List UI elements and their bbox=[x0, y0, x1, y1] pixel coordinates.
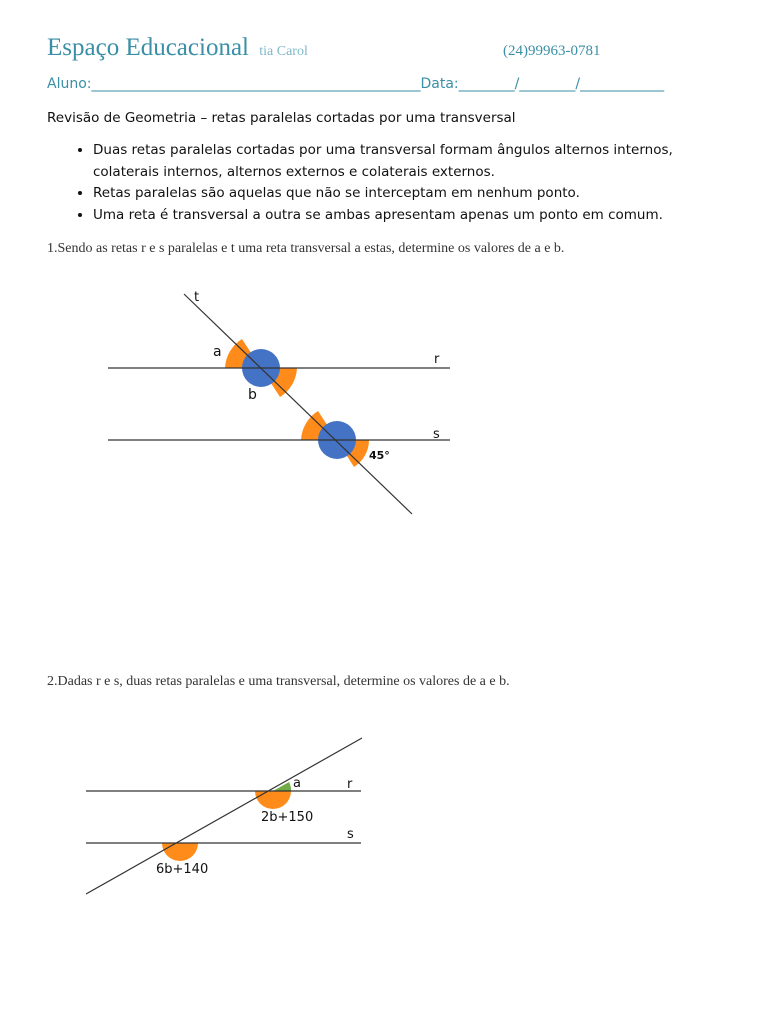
figure-2 bbox=[86, 738, 362, 894]
line-t bbox=[184, 294, 412, 514]
title-subtitle: tia Carol bbox=[259, 44, 308, 59]
label-b: b bbox=[248, 387, 257, 403]
label-s: s bbox=[347, 827, 354, 842]
figure-1 bbox=[108, 290, 450, 514]
label-a: a bbox=[293, 776, 301, 791]
student-date-line: Aluno:_______________________________________________Data:________/________/____________ bbox=[47, 76, 665, 92]
label-r: r bbox=[434, 352, 440, 367]
label-r: r bbox=[347, 777, 353, 792]
bullet-item: • Retas paralelas são aquelas que não se interceptam em nenhum ponto. bbox=[93, 183, 733, 205]
phone-number: (24)99963-0781 bbox=[503, 43, 601, 59]
label-6b140: 6b+140 bbox=[156, 862, 209, 877]
label-2b150: 2b+150 bbox=[261, 810, 314, 825]
transversal-line bbox=[86, 738, 362, 894]
question-2: 2.Dadas r e s, duas retas paralelas e uma transversal, determine os valores de a e b. bbox=[47, 674, 510, 689]
section-subtitle: Revisão de Geometria – retas paralelas cortadas por uma transversal bbox=[47, 110, 516, 126]
label-t: t bbox=[194, 290, 200, 305]
bullet-item: • Uma reta é transversal a outra se ambas apresentam apenas um ponto em comum. bbox=[93, 205, 733, 227]
label-a: a bbox=[213, 344, 222, 360]
label-45: 45° bbox=[369, 449, 390, 462]
label-s: s bbox=[433, 427, 440, 442]
title-text: Espaço Educacional bbox=[47, 34, 249, 61]
angle-6b140-wedge bbox=[162, 843, 198, 861]
bullet-item: • Duas retas paralelas cortadas por uma transversal formam ângulos alternos internos, colaterais internos, alternos externos e colaterais externos. bbox=[93, 140, 733, 183]
question-1: 1.Sendo as retas r e s paralelas e t uma reta transversal a estas, determine os valores de a e b. bbox=[47, 241, 565, 256]
angle-2b150-wedge bbox=[255, 791, 291, 809]
